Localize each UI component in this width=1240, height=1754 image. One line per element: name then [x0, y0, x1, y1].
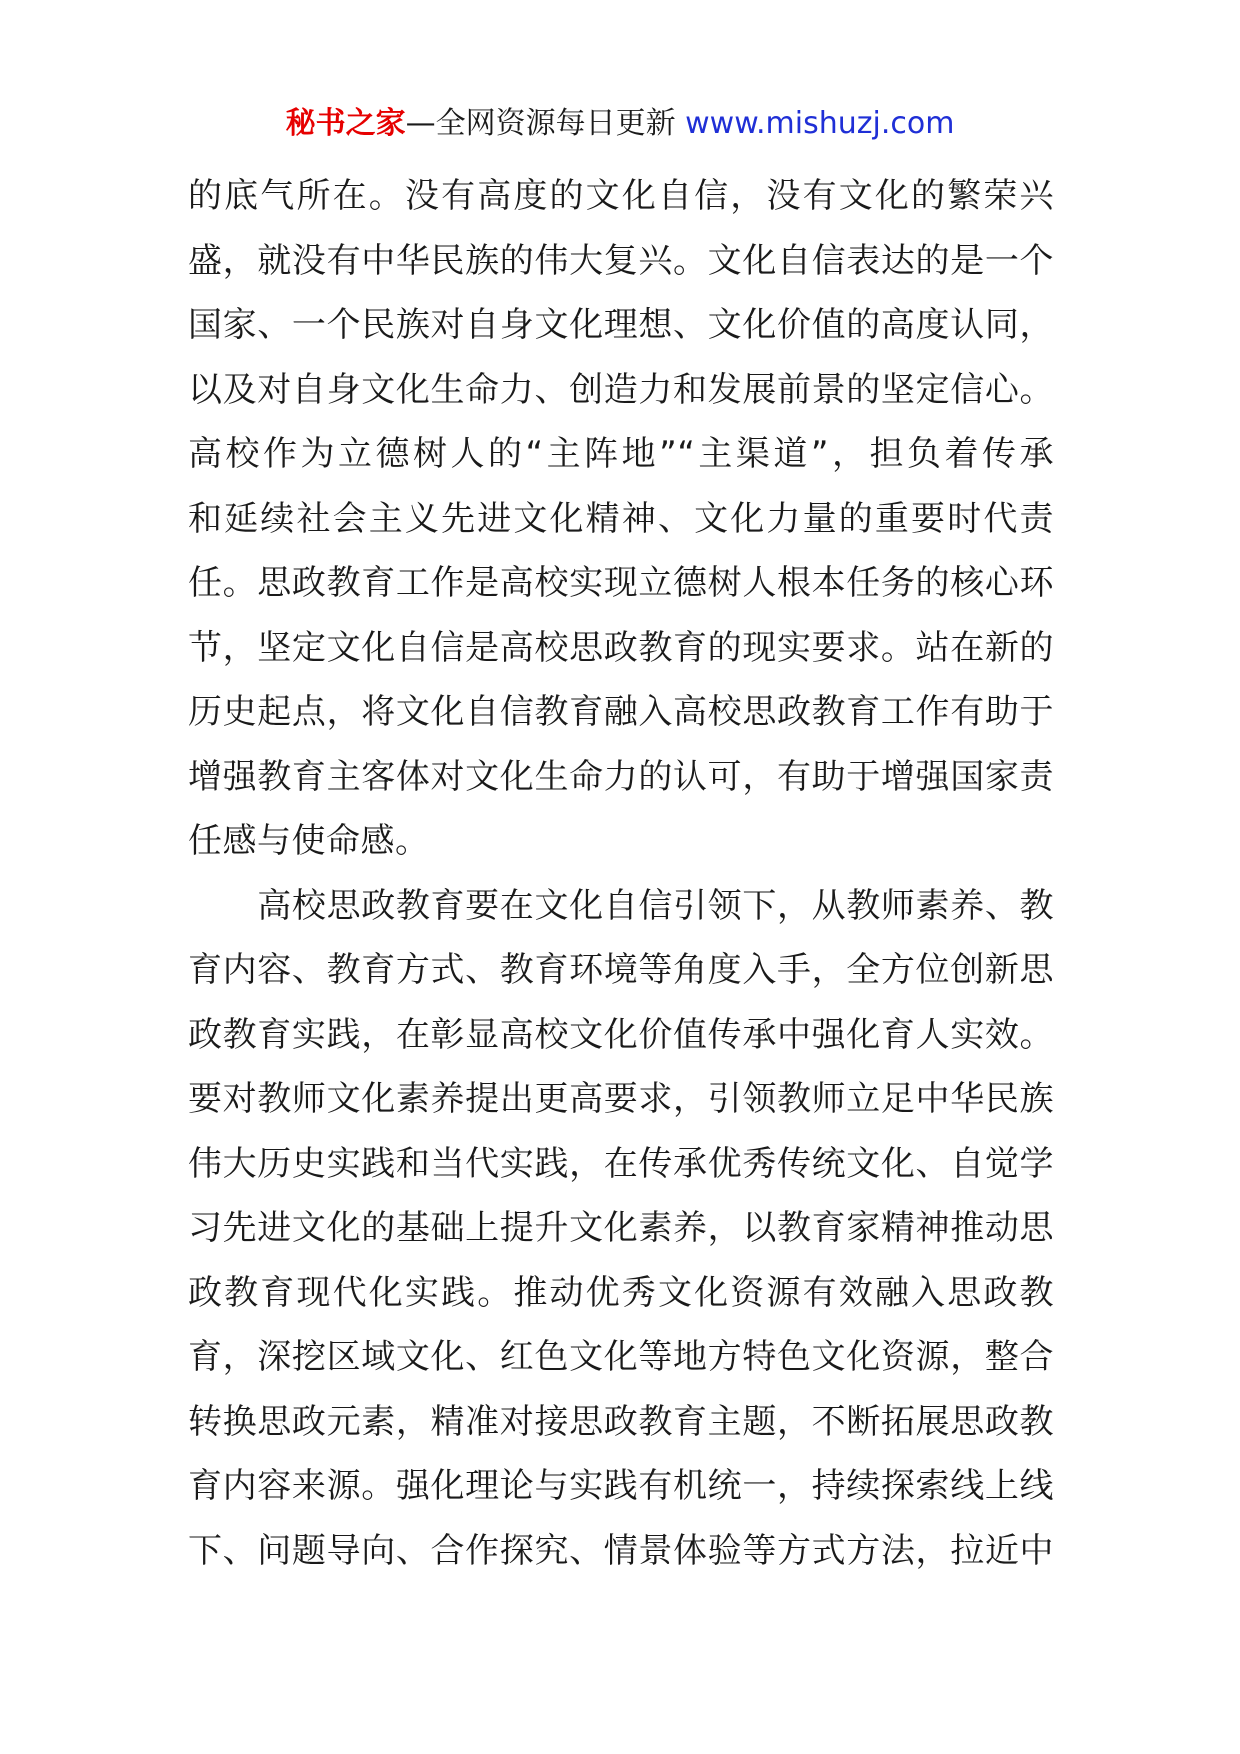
- page-header: [0, 104, 1240, 144]
- header-slogan: —全网资源每日更新: [405, 106, 676, 141]
- text-line: 的底气所在。没有高度的文化自信，没有文化的繁荣兴: [188, 176, 1054, 216]
- text-line: 高校作为立德树人的“主阵地”“主渠道”，担负着传承: [188, 434, 1054, 474]
- document-body: [188, 164, 1054, 1583]
- header-brand: 秘书之家: [285, 106, 406, 141]
- text-line: 任。思政教育工作是高校实现立德树人根本任务的核心环: [188, 563, 1054, 603]
- text-line: 和延续社会主义先进文化精神、文化力量的重要时代责: [188, 498, 1054, 539]
- text-line: 任感与使命感。: [188, 821, 430, 861]
- text-line: 节，坚定文化自信是高校思政教育的现实要求。站在新的: [188, 627, 1054, 668]
- text-line: 以及对自身文化生命力、创造力和发展前景的坚定信心。: [188, 369, 1054, 410]
- text-line: 政教育实践，在彰显高校文化价值传承中强化育人实效。: [188, 1014, 1054, 1055]
- text-line: 育，深挖区域文化、红色文化等地方特色文化资源，整合: [188, 1337, 1054, 1377]
- text-line: 历史起点，将文化自信教育融入高校思政教育工作有助于: [188, 692, 1054, 732]
- text-line: 习先进文化的基础上提升文化素养，以教育家精神推动思: [188, 1208, 1054, 1248]
- text-line: 增强教育主客体对文化生命力的认可，有助于增强国家责: [188, 756, 1054, 797]
- text-line: 下、问题导向、合作探究、情景体验等方式方法，拉近中: [188, 1530, 1054, 1571]
- header-url-link[interactable]: www.mishuzj.com: [685, 106, 955, 141]
- text-line: 伟大历史实践和当代实践，在传承优秀传统文化、自觉学: [188, 1143, 1054, 1184]
- text-line: 要对教师文化素养提出更高要求，引领教师立足中华民族: [188, 1079, 1054, 1119]
- text-line: 国家、一个民族对自身文化理想、文化价值的高度认同，: [188, 305, 1054, 345]
- text-line: 政教育现代化实践。推动优秀文化资源有效融入思政教: [188, 1272, 1054, 1313]
- text-line: 育内容来源。强化理论与实践有机统一，持续探索线上线: [188, 1466, 1054, 1506]
- text-line: 转换思政元素，精准对接思政教育主题，不断拓展思政教: [188, 1401, 1054, 1442]
- text-line: 高校思政教育要在文化自信引领下，从教师素养、教: [188, 885, 1054, 926]
- text-line: 育内容、教育方式、教育环境等角度入手，全方位创新思: [188, 950, 1054, 990]
- text-line: 盛，就没有中华民族的伟大复兴。文化自信表达的是一个: [188, 240, 1054, 281]
